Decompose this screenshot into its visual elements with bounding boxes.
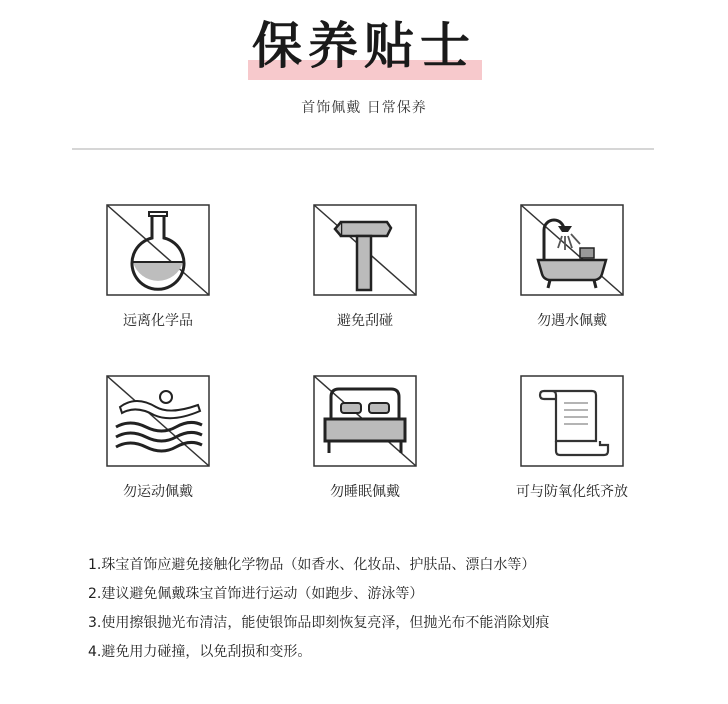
tip-label-sports: 勿运动佩戴 xyxy=(123,484,193,500)
note-item-1: 1.珠宝首饰应避免接触化学物品（如香水、化妆品、护肤品、漂白水等） xyxy=(88,557,536,573)
note-item-2: 2.建议避免佩戴珠宝首饰进行运动（如跑步、游泳等） xyxy=(88,586,424,602)
note-item-4: 4.避免用力碰撞，以免刮损和变形。 xyxy=(88,644,312,660)
note-item-3: 3.使用擦银抛光布清洁，能使银饰品即刻恢复亮泽，但抛光布不能消除划痕 xyxy=(88,615,550,631)
tip-label-chemicals: 远离化学品 xyxy=(123,313,193,329)
tip-label-water: 勿遇水佩戴 xyxy=(537,313,607,329)
hammer-icon xyxy=(313,204,417,296)
page-subtitle: 首饰佩戴 日常保养 xyxy=(301,100,427,116)
paper-scroll-icon xyxy=(520,375,624,467)
tip-label-scratch: 避免刮碰 xyxy=(337,313,393,329)
swimming-icon xyxy=(106,375,210,467)
bed-icon xyxy=(313,375,417,467)
tip-label-sleep: 勿睡眠佩戴 xyxy=(330,484,400,500)
title-container xyxy=(0,14,728,78)
page-title: 保养贴士 xyxy=(252,17,476,75)
flask-icon xyxy=(106,204,210,296)
section-divider xyxy=(72,148,654,150)
bathtub-icon xyxy=(520,204,624,296)
tip-label-paper: 可与防氧化纸齐放 xyxy=(516,484,628,500)
